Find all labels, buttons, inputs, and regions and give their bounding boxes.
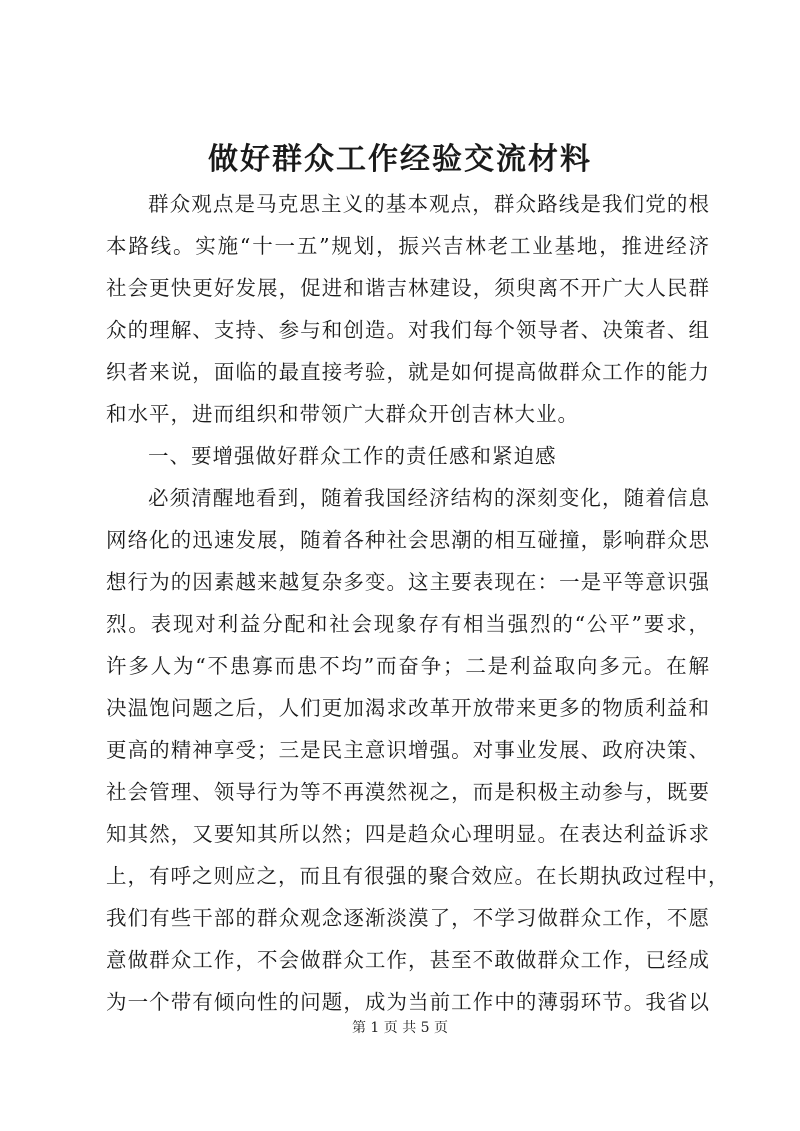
text-line: 知其然，又要知其所以然；四是趋众心理明显。在表达利益诉求 — [106, 822, 710, 846]
text-line: 和水平，进而组织和带领广大群众开创吉林大业。 — [106, 402, 579, 426]
text-line: 网络化的迅速发展，随着各种社会思潮的相互碰撞，影响群众思 — [106, 528, 710, 552]
text-line: 决温饱问题之后，人们更加渴求改革开放带来更多的物质利益和 — [106, 696, 710, 720]
text-line: 许多人为“不患寡而患不均”而奋争；二是利益取向多元。在解 — [106, 654, 710, 678]
page-footer: 第 1 页 共 5 页 — [351, 1020, 449, 1036]
document-title: 做好群众工作经验交流材料 — [208, 142, 592, 177]
text-line: 本路线。实施“十一五”规划，振兴吉林老工业基地，推进经济 — [106, 234, 710, 258]
text-line: 为一个带有倾向性的问题，成为当前工作中的薄弱环节。我省以 — [106, 990, 710, 1014]
text-line: 我们有些干部的群众观念逐渐淡漠了，不学习做群众工作，不愿 — [106, 906, 710, 930]
text-line: 织者来说，面临的最直接考验，就是如何提高做群众工作的能力 — [106, 360, 710, 384]
text-line: 想行为的因素越来越复杂多变。这主要表现在：一是平等意识强 — [106, 570, 710, 594]
text-line: 更高的精神享受；三是民主意识增强。对事业发展、政府决策、 — [106, 738, 710, 762]
text-line: 社会更快更好发展，促进和谐吉林建设，须臾离不开广大人民群 — [106, 276, 710, 300]
text-line: 意做群众工作，不会做群众工作，甚至不敢做群众工作，已经成 — [106, 948, 710, 972]
document-body — [106, 183, 730, 1023]
section-heading: 一、要增强做好群众工作的责任感和紧迫感 — [148, 444, 557, 468]
text-line: 上，有呼之则应之，而且有很强的聚合效应。在长期执政过程中， — [106, 864, 730, 888]
text-line: 烈。表现对利益分配和社会现象存有相当强烈的“公平”要求， — [106, 612, 710, 636]
text-line: 群众观点是马克思主义的基本观点，群众路线是我们党的根 — [148, 192, 710, 216]
text-line: 众的理解、支持、参与和创造。对我们每个领导者、决策者、组 — [106, 318, 710, 342]
text-line: 社会管理、领导行为等不再漠然视之，而是积极主动参与，既要 — [106, 780, 710, 804]
text-line: 必须清醒地看到，随着我国经济结构的深刻变化，随着信息 — [148, 486, 710, 510]
